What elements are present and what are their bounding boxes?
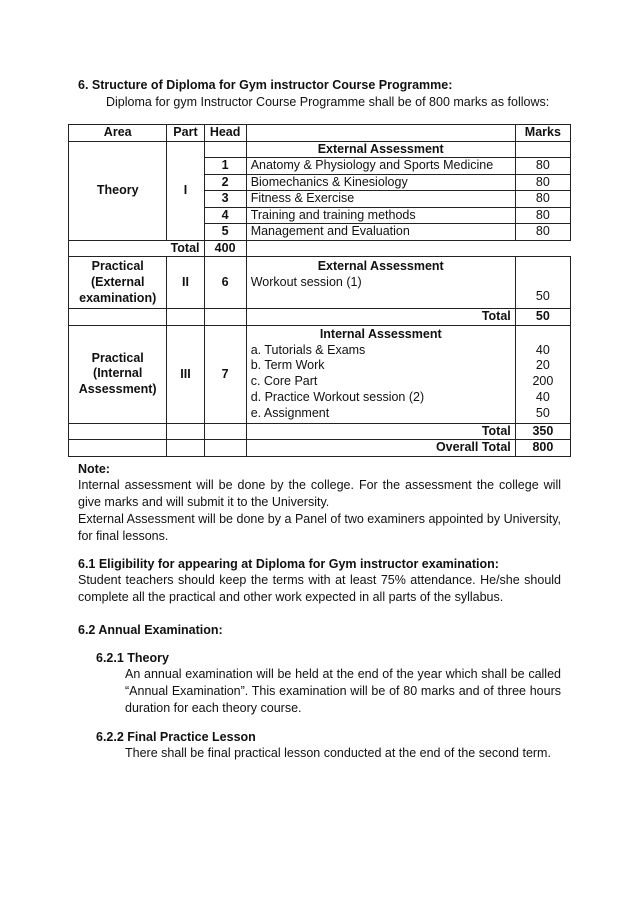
note-paragraph-1: Internal assessment will be done by the college. For the assessment the college will give marks and will submit it to the University. [78,478,561,509]
table-row [69,325,571,423]
table-row [69,440,571,457]
table-row [69,423,571,440]
empty-cell [69,440,167,457]
course-name: Fitness & Exercise [246,191,515,208]
practical-external-total-label: Total [246,309,515,326]
head-number: 2 [204,174,246,191]
internal-mark: 40 [535,390,550,405]
note-title: Note: [78,462,110,476]
practical-external-head-cell: 6 [204,257,246,309]
practical-internal-marks-cell [515,325,570,423]
course-marks: 80 [515,224,570,241]
marks-structure-table [68,124,571,457]
note-paragraph-2: External Assessment will be done by a Panel of two examiners appointed by University, for final lessons. [78,512,561,543]
practical-internal-total-label: Total [246,423,515,440]
practical-internal-part-cell: III [167,325,204,423]
theory-area-cell: Theory [69,141,167,240]
theory-total-value: 400 [204,240,246,257]
area-line: Practical [91,259,144,273]
course-name: Management and Evaluation [246,224,515,241]
head-number: 4 [204,207,246,224]
practical-external-marks-cell: 50 [515,257,570,309]
practical-external-total-value: 50 [515,309,570,326]
empty-cell [167,440,204,457]
section-6-2-2-title: 6.2.2 Final Practice Lesson [96,730,256,744]
empty-cell [69,309,167,326]
empty-cell [167,309,204,326]
empty-cell [204,309,246,326]
overall-total-value: 800 [515,440,570,457]
workout-session-label: Workout session (1) [250,274,362,289]
header-blank [246,125,515,142]
table-row [69,257,571,309]
empty-cell [515,141,570,158]
course-marks: 80 [515,158,570,175]
head-number: 1 [204,158,246,175]
practical-internal-desc-cell [246,325,515,423]
area-line: examination) [79,290,157,305]
course-marks: 80 [515,191,570,208]
empty-cell [167,423,204,440]
table-row [69,141,571,158]
internal-mark: 50 [535,405,550,420]
course-marks: 80 [515,207,570,224]
internal-item: e. Assignment [250,405,330,420]
internal-mark: 200 [532,374,554,389]
empty-cell [204,440,246,457]
header-head: Head [204,125,246,142]
empty-cell [69,423,167,440]
empty-cell [204,423,246,440]
theory-total-label: Total [69,240,205,257]
internal-mark: 20 [535,358,550,373]
head-number: 3 [204,191,246,208]
course-name: Training and training methods [246,207,515,224]
section-6-intro: Diploma for gym Instructor Course Programme shall be of 800 marks as follows: [106,95,550,109]
practical-internal-head-cell: 7 [204,325,246,423]
practical-internal-total-value: 350 [515,423,570,440]
area-line: (External [90,274,145,289]
theory-section-label: External Assessment [246,141,515,158]
head-number: 5 [204,224,246,241]
section-6-2-title: 6.2 Annual Examination: [78,623,223,637]
practical-internal-section-label: Internal Assessment [319,326,442,341]
section-6-2-2-text: There shall be final practical lesson conducted at the end of the second term. [125,746,551,760]
section-6-2-1-text: An annual examination will be held at the end of the year which shall be called “Annual Examination”. This examination will be of 80 marks and of three hours duration for each theory course. [125,667,561,715]
table-row [69,309,571,326]
course-marks: 80 [515,174,570,191]
section-6-heading: 6. Structure of Diploma for Gym instructor Course Programme: [78,78,453,92]
course-name: Anatomy & Physiology and Sports Medicine [246,158,515,175]
area-line: Assessment) [78,382,157,397]
internal-item: b. Term Work [250,358,325,373]
internal-item: c. Core Part [250,374,318,389]
internal-mark: 40 [535,342,550,357]
internal-item: a. Tutorials & Exams [250,342,366,357]
section-6-1-title: 6.1 Eligibility for appearing at Diploma for Gym instructor examination: [78,557,499,571]
practical-external-part-cell: II [167,257,204,309]
empty-cell [204,141,246,158]
course-name: Biomechanics & Kinesiology [246,174,515,191]
table-row [69,240,571,257]
header-area: Area [69,125,167,142]
section-6-1-text: Student teachers should keep the terms with at least 75% attendance. He/she should complete all the practical and other work expected in all parts of the syllabus. [78,573,561,604]
practical-external-desc-cell [246,257,515,309]
practical-external-area-cell [69,257,167,309]
table-header-row [69,125,571,142]
overall-total-label: Overall Total [246,440,515,457]
area-line: Practical [91,350,144,365]
area-line: (Internal [93,366,143,381]
header-part: Part [167,125,204,142]
header-marks: Marks [515,125,570,142]
practical-external-section-label: External Assessment [317,259,444,273]
section-6-2-1-title: 6.2.1 Theory [96,651,169,665]
internal-item: d. Practice Workout session (2) [250,390,425,405]
practical-internal-area-cell [69,325,167,423]
theory-part-cell: I [167,141,204,240]
